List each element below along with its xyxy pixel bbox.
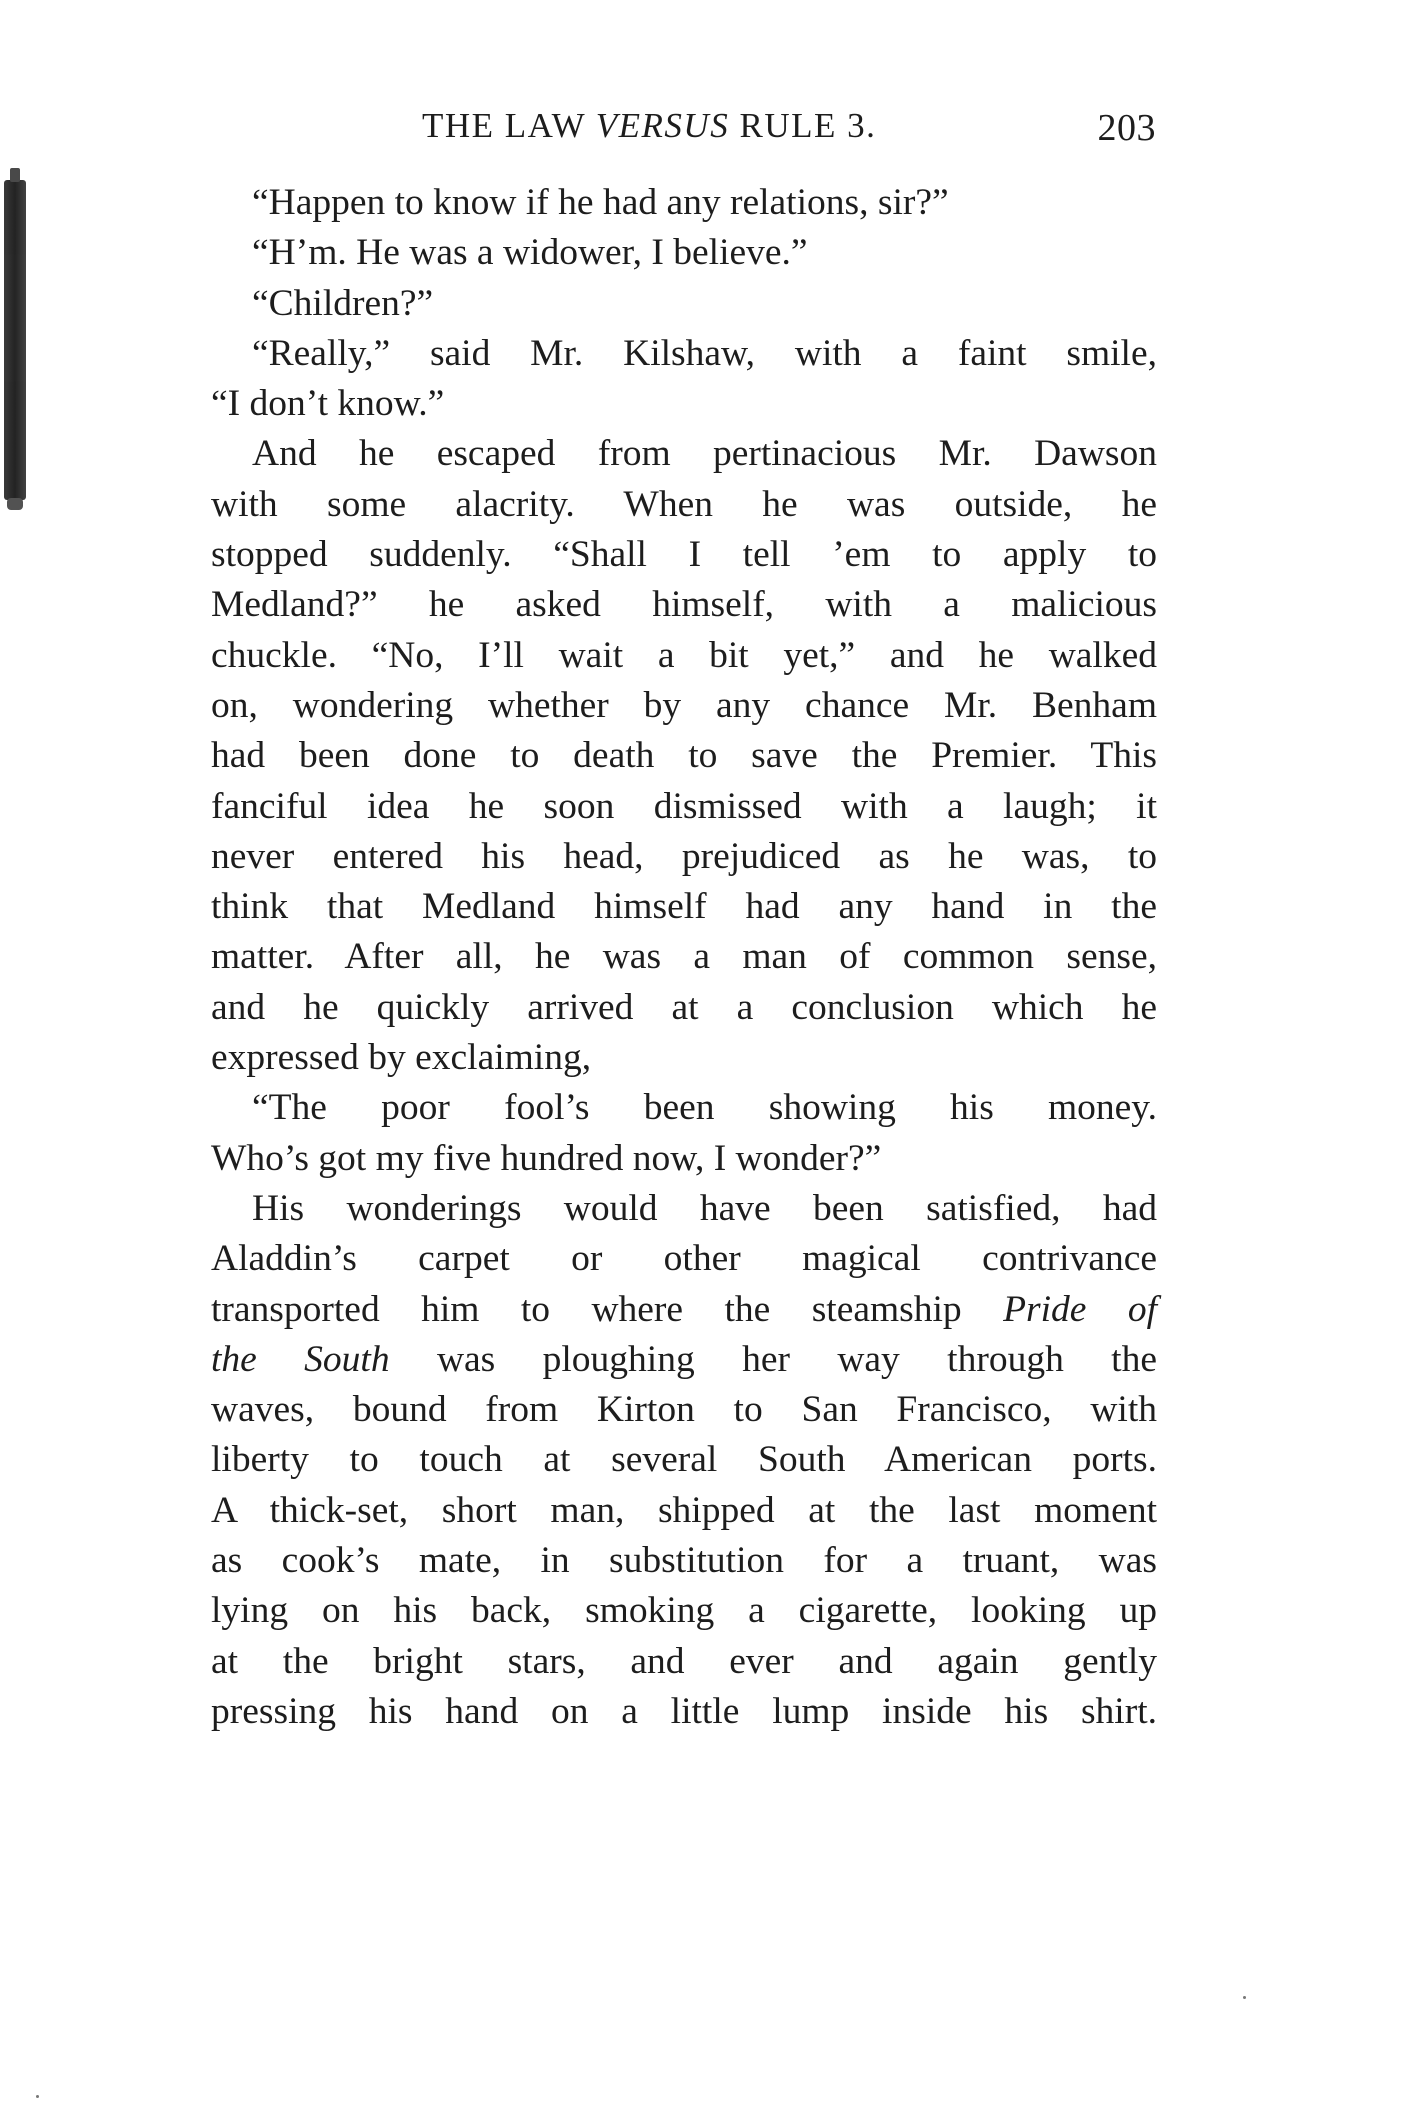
text-line: A thick-set, short man, shipped at the last moment: [211, 1489, 1157, 1531]
scan-speck: [1243, 1996, 1246, 1999]
text-line: Aladdin’s carpet or other magical contrivance: [211, 1238, 1157, 1280]
text-line: with some alacrity. When he was outside, he: [211, 483, 1157, 525]
text-line: “Happen to know if he had any relations, sir?”: [252, 182, 949, 223]
text-line: fanciful idea he soon dismissed with a laugh; it: [211, 785, 1157, 827]
text-line: [211, 1285, 1157, 1335]
text-line: His wonderings would have been satisfied, had: [252, 1187, 1157, 1229]
running-head-post: RULE 3.: [729, 106, 877, 145]
italic-text: Pride of: [1003, 1288, 1158, 1330]
running-head-italic: VERSUS: [595, 106, 730, 145]
text-line: “The poor fool’s been showing his money.: [252, 1087, 1157, 1129]
text-line: liberty to touch at several South American ports.: [211, 1439, 1157, 1481]
text-line: “H’m. He was a widower, I believe.”: [252, 232, 808, 274]
text-line: expressed by exclaiming,: [211, 1037, 592, 1079]
text-line: as cook’s mate, in substitution for a truant, was: [211, 1540, 1157, 1582]
text-line: [211, 1335, 1157, 1385]
text-line: and he quickly arrived at a conclusion which he: [211, 986, 1157, 1028]
text-line: never entered his head, prejudiced as he was, to: [211, 835, 1157, 877]
text-line: on, wondering whether by any chance Mr. Benham: [211, 684, 1157, 726]
text-line-segment: transported him to where the steamship: [211, 1288, 1004, 1330]
text-line: And he escaped from pertinacious Mr. Dawson: [252, 433, 1157, 475]
text-line: “I don’t know.”: [211, 383, 445, 425]
text-line: Medland?” he asked himself, with a malicious: [211, 584, 1157, 626]
running-head-pre: THE LAW: [422, 106, 596, 145]
text-line: think that Medland himself had any hand in the: [211, 886, 1157, 928]
text-line: “Really,” said Mr. Kilshaw, with a faint smile,: [252, 332, 1157, 374]
text-line: Who’s got my five hundred now, I wonder?”: [211, 1137, 882, 1179]
page-number: 203: [1097, 107, 1156, 149]
text-line: at the bright stars, and ever and again gently: [211, 1640, 1157, 1682]
text-line: lying on his back, smoking a cigarette, looking up: [211, 1590, 1157, 1632]
text-line-segment: was ploughing her way through the: [389, 1338, 1157, 1380]
running-head: [422, 106, 876, 146]
binding-scan-mark: [4, 180, 26, 500]
text-line: stopped suddenly. “Shall I tell ’em to apply to: [211, 534, 1157, 576]
text-line: had been done to death to save the Premier. This: [211, 735, 1157, 777]
body-text: [211, 178, 1157, 1737]
text-line: chuckle. “No, I’ll wait a bit yet,” and he walked: [211, 634, 1157, 676]
scan-speck: [36, 2095, 39, 2098]
text-line: waves, bound from Kirton to San Francisco, with: [211, 1389, 1157, 1431]
text-line: pressing his hand on a little lump inside his shirt.: [211, 1690, 1157, 1732]
text-line: matter. After all, he was a man of common sense,: [211, 936, 1157, 978]
text-line: “Children?”: [252, 282, 434, 324]
italic-text: the South: [211, 1338, 390, 1380]
page-header: [210, 106, 1156, 154]
